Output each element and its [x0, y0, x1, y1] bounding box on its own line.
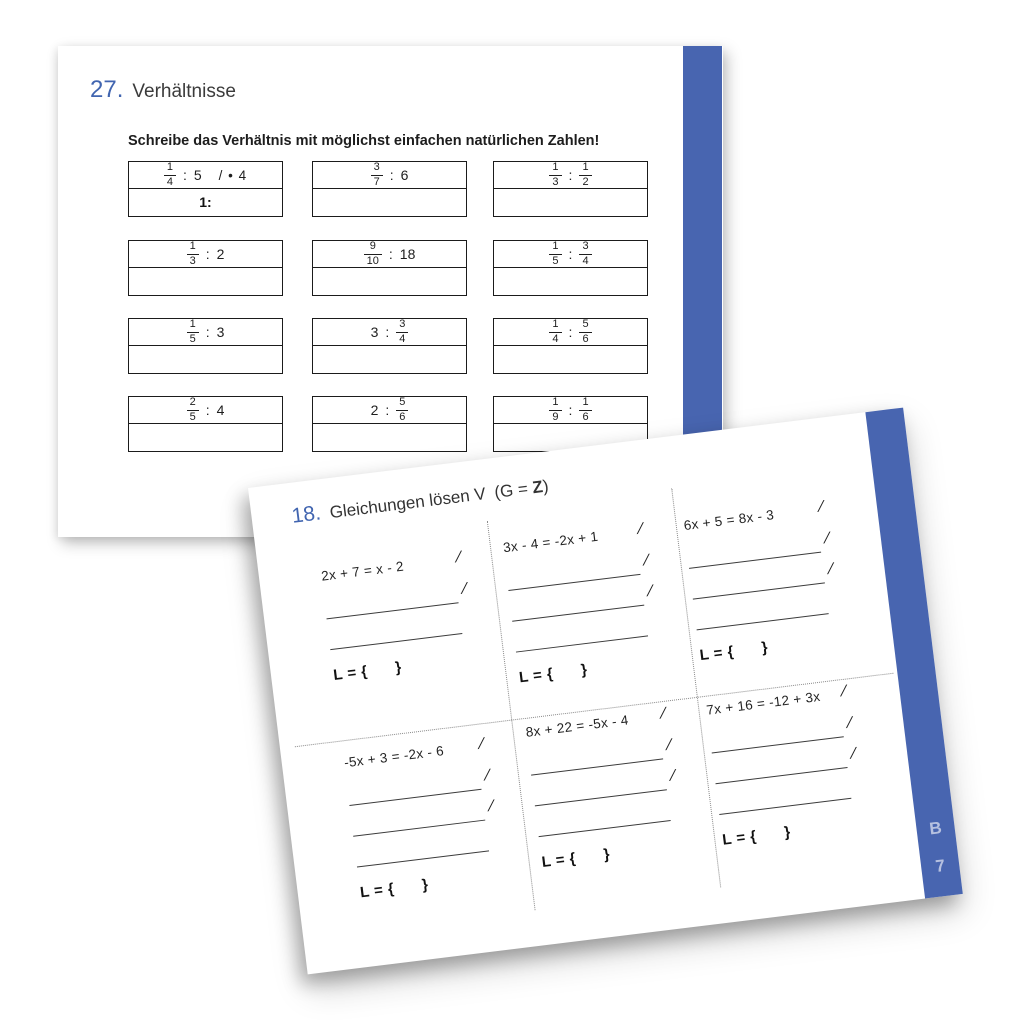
ratio-separator: : — [205, 246, 210, 262]
equation-text: 2x + 7 = x - 2 — [320, 558, 405, 584]
operation-slash: / — [659, 704, 666, 723]
answer-text: 1: — [199, 193, 212, 210]
equation-cell — [683, 496, 875, 664]
ratio-expression — [313, 162, 466, 189]
operation-slash: / — [665, 736, 672, 755]
ratio-separator: : — [568, 402, 573, 418]
fraction — [549, 319, 561, 345]
ratio-expression — [313, 319, 466, 346]
solution-set-label: L = { } — [359, 876, 430, 902]
answer-line — [330, 633, 462, 650]
answer-line — [719, 798, 851, 815]
ratio-box — [128, 161, 283, 217]
answer-line — [357, 850, 489, 867]
fraction-numerator: 1 — [189, 318, 196, 330]
whole-number: 6 — [400, 167, 409, 183]
ratio-box — [128, 240, 283, 296]
fraction — [549, 397, 561, 423]
fraction-numerator: 5 — [582, 318, 589, 330]
solution-set-label: L = { } — [721, 823, 792, 849]
fraction — [187, 397, 199, 423]
solution-set-label: L = { } — [332, 658, 403, 684]
fraction-denominator: 9 — [549, 410, 561, 424]
answer-area — [313, 268, 466, 293]
ratio-expression — [313, 397, 466, 424]
fraction — [187, 241, 199, 267]
ratio-separator: : — [568, 246, 573, 262]
fraction — [579, 397, 591, 423]
fraction-denominator: 3 — [187, 254, 199, 268]
operation-note: / • 4 — [218, 167, 248, 183]
answer-area — [313, 424, 466, 449]
domain-spec — [493, 476, 549, 502]
equation-text: 6x + 5 = 8x - 3 — [682, 507, 775, 534]
equation-cell — [343, 733, 535, 901]
ratio-separator: : — [385, 324, 390, 340]
fraction — [187, 319, 199, 345]
equation-cell — [525, 703, 717, 871]
ratio-separator: : — [182, 167, 187, 183]
fraction-denominator: 6 — [396, 410, 408, 424]
ratio-expression — [129, 319, 282, 346]
page1-title: Verhältnisse — [132, 81, 236, 102]
equation-text: -5x + 3 = -2x - 6 — [343, 743, 445, 771]
operation-slash: / — [669, 767, 676, 785]
fraction-denominator: 6 — [579, 410, 591, 424]
answer-area — [313, 346, 466, 371]
fraction-numerator: 1 — [552, 161, 559, 173]
ratio-expression — [129, 241, 282, 268]
ratio-expression — [494, 397, 647, 424]
fraction — [549, 162, 561, 188]
exercise-number-27: 27. — [90, 76, 124, 103]
fraction — [371, 162, 383, 188]
answer-area — [494, 346, 647, 371]
fraction-denominator: 5 — [187, 332, 199, 346]
equation-cell — [320, 546, 508, 683]
whole-number: 2 — [370, 402, 379, 418]
fraction-denominator: 5 — [187, 410, 199, 424]
operation-slash: / — [643, 551, 649, 570]
ratio-box — [312, 240, 467, 296]
operation-slash: / — [817, 497, 824, 516]
answer-line — [539, 820, 671, 837]
ratio-box — [312, 318, 467, 374]
whole-number: 2 — [216, 246, 225, 262]
fraction — [396, 319, 408, 345]
fraction — [549, 241, 561, 267]
operation-slash: / — [487, 797, 494, 816]
domain-prefix: (G = — [493, 478, 529, 502]
operation-slash: / — [850, 744, 856, 763]
fraction-denominator: 6 — [579, 332, 591, 346]
ratio-separator: : — [568, 324, 573, 340]
ratio-box — [312, 161, 467, 217]
domain-suffix: ) — [541, 476, 550, 496]
fraction-numerator: 1 — [552, 396, 559, 408]
equation-text: 8x + 22 = -5x - 4 — [524, 712, 630, 740]
fraction-denominator: 5 — [549, 254, 561, 268]
equation-cell — [502, 518, 694, 686]
ratio-expression — [494, 241, 647, 268]
stripe-page-number: 7 — [934, 855, 947, 876]
operation-slash: / — [484, 766, 490, 785]
ratio-box — [493, 318, 648, 374]
operation-slash: / — [823, 529, 830, 548]
fraction-numerator: 1 — [552, 240, 559, 252]
page1-header — [90, 76, 236, 104]
ratio-box — [493, 161, 648, 217]
operation-slash: / — [840, 682, 847, 701]
exercise-number-18: 18. — [290, 501, 323, 528]
fraction-numerator: 2 — [189, 396, 196, 408]
ratio-box — [312, 396, 467, 452]
fraction-denominator: 10 — [364, 254, 382, 268]
operation-slash: / — [461, 580, 467, 598]
fraction-numerator: 5 — [399, 396, 406, 408]
operation-slash: / — [846, 714, 853, 732]
ratio-expression — [313, 241, 466, 268]
domain-set-symbol: Z — [531, 477, 544, 498]
answer-area — [129, 346, 282, 371]
page2-title: Gleichungen lösen V — [328, 484, 487, 523]
ratio-box — [493, 240, 648, 296]
answer-line — [697, 613, 829, 630]
ratio-separator: : — [388, 246, 393, 262]
instruction-text: Schreibe das Verhältnis mit möglichst einfachen natürlichen Zahlen! — [128, 132, 600, 149]
ratio-expression — [494, 162, 647, 189]
fraction-numerator: 3 — [582, 240, 589, 252]
fraction — [396, 397, 408, 423]
whole-number: 4 — [216, 402, 225, 418]
fraction-denominator: 2 — [579, 175, 591, 189]
whole-number: 18 — [399, 246, 416, 262]
answer-line — [516, 635, 648, 652]
fraction-numerator: 1 — [582, 161, 589, 173]
operation-slash: / — [478, 735, 484, 753]
fraction-numerator: 9 — [369, 240, 376, 252]
fraction-denominator: 3 — [549, 175, 561, 189]
fraction-denominator: 4 — [549, 332, 561, 346]
equation-text: 7x + 16 = -12 + 3x — [705, 688, 822, 718]
fraction-denominator: 4 — [579, 254, 591, 268]
fraction-denominator: 4 — [396, 332, 408, 346]
operation-slash: / — [646, 582, 653, 601]
ratio-separator: : — [385, 402, 390, 418]
ratio-expression — [129, 162, 282, 189]
ratio-expression — [494, 319, 647, 346]
whole-number: 5 — [193, 167, 202, 183]
ratio-box — [128, 396, 283, 452]
fraction-numerator: 3 — [399, 318, 406, 330]
fraction-denominator: 7 — [371, 175, 383, 189]
worksheet-page-equations — [248, 408, 963, 975]
answer-area — [129, 268, 282, 293]
operation-slash: / — [455, 548, 461, 567]
ratio-expression — [129, 397, 282, 424]
fraction — [579, 319, 591, 345]
fraction — [579, 162, 591, 188]
fraction-numerator: 1 — [189, 240, 196, 252]
answer-area — [129, 424, 282, 449]
equation-cell — [705, 681, 897, 849]
solution-set-label: L = { } — [518, 661, 589, 687]
answer-area — [494, 268, 647, 293]
ratio-separator: : — [568, 167, 573, 183]
answer-area — [494, 189, 647, 214]
answer-area — [129, 189, 282, 214]
ratio-separator: : — [205, 324, 210, 340]
fraction-numerator: 1 — [166, 161, 173, 173]
ratio-box — [128, 318, 283, 374]
solution-set-label: L = { } — [540, 845, 612, 871]
fraction-numerator: 1 — [552, 318, 559, 330]
ratio-separator: : — [389, 167, 394, 183]
page2-header — [290, 473, 549, 528]
solution-set-label: L = { } — [698, 638, 769, 665]
answer-area — [313, 189, 466, 214]
fraction — [579, 241, 591, 267]
fraction — [364, 241, 382, 267]
fraction-numerator: 1 — [582, 396, 589, 408]
fraction-denominator: 4 — [164, 175, 176, 189]
fraction — [164, 162, 176, 188]
stripe-letter: B — [928, 818, 943, 839]
equation-text: 3x - 4 = -2x + 1 — [502, 528, 600, 556]
operation-slash: / — [637, 520, 643, 538]
whole-number: 3 — [216, 324, 225, 340]
operation-slash: / — [827, 560, 834, 579]
fraction-numerator: 3 — [373, 161, 380, 173]
whole-number: 3 — [370, 324, 379, 340]
ratio-separator: : — [205, 402, 210, 418]
